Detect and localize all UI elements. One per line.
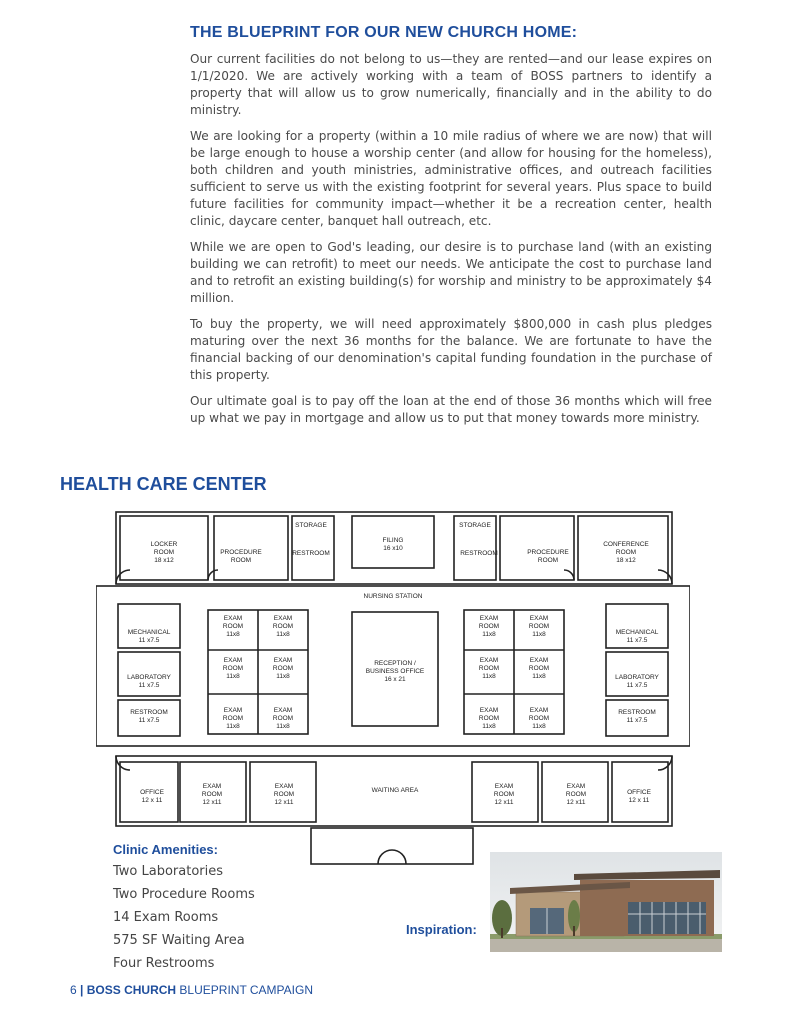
exam-label: 11x8 bbox=[226, 723, 240, 730]
restroom-top-left-label: RESTROOM bbox=[292, 550, 330, 557]
exam-label: ROOM bbox=[528, 665, 550, 672]
exam-label: ROOM bbox=[272, 715, 294, 722]
office-left-label-1: OFFICE bbox=[140, 789, 164, 796]
restroom-left-label-1: RESTROOM bbox=[130, 709, 168, 716]
page-number: 6 bbox=[70, 983, 77, 997]
list-item: Four Restrooms bbox=[113, 956, 215, 971]
paragraph: Our ultimate goal is to pay off the loan at the end of those 36 months which will free up what we pay in mortgage and allow us to put that money towards more ministry. bbox=[190, 394, 712, 425]
exam-label: 12 x11 bbox=[566, 799, 586, 806]
exam-label: 11x8 bbox=[276, 723, 290, 730]
exam-label: ROOM bbox=[528, 623, 550, 630]
exam-label: 11x8 bbox=[226, 631, 240, 638]
entry-wall bbox=[311, 828, 473, 864]
exam-label: 11x8 bbox=[226, 673, 240, 680]
paragraph: We are looking for a property (within a 10 mile radius of where we are now) that will be large enough to house a worship center (and allow for housing for the homeless), both children and youth ministries, administrative offices, and outreach facilities sufficient to serve us with the existing footprint for several years. Plus space to build future facilities for community impact—whether it be a recreation center, health clinic, daycare center, banquet hall outreach, etc. bbox=[190, 129, 712, 228]
filing-label-1: FILING bbox=[382, 537, 404, 544]
storage-left-label: STORAGE bbox=[295, 522, 327, 529]
mechanical-right-label-1: MECHANICAL bbox=[615, 629, 659, 636]
laboratory-left-label-2: 11 x7.5 bbox=[138, 682, 160, 689]
exam-label: ROOM bbox=[201, 791, 223, 798]
section-title: HEALTH CARE CENTER bbox=[60, 474, 267, 494]
laboratory-left-label-1: LABORATORY bbox=[127, 674, 171, 681]
exam-label: ROOM bbox=[272, 665, 294, 672]
footer-campaign: BLUEPRINT CAMPAIGN bbox=[179, 983, 314, 997]
conference-room bbox=[578, 516, 668, 580]
reception-label-3: 16 x 21 bbox=[384, 676, 406, 683]
procedure-room-right bbox=[500, 516, 574, 580]
procedure-left-label-2: ROOM bbox=[230, 557, 252, 564]
exam-label: 11x8 bbox=[276, 673, 290, 680]
exam-label: 11x8 bbox=[482, 673, 496, 680]
exam-label: 11x8 bbox=[532, 631, 546, 638]
nursing-station-label: NURSING STATION bbox=[363, 593, 423, 600]
page-heading: THE BLUEPRINT FOR OUR NEW CHURCH HOME: bbox=[190, 24, 578, 41]
exam-label: EXAM bbox=[479, 615, 499, 622]
footer-separator: | bbox=[80, 983, 84, 997]
exam-label: EXAM bbox=[529, 657, 549, 664]
exam-label: 12 x11 bbox=[202, 799, 222, 806]
reception-label-2: BUSINESS OFFICE bbox=[365, 668, 425, 675]
reception-label-1: RECEPTION / bbox=[374, 660, 416, 667]
procedure-right-label-1: PROCEDURE bbox=[527, 549, 569, 556]
exam-label: EXAM bbox=[529, 707, 549, 714]
exam-label: ROOM bbox=[493, 791, 515, 798]
list-item: Two Laboratories bbox=[113, 864, 224, 879]
exam-label: 11x8 bbox=[532, 723, 546, 730]
office-left-label-2: 12 x 11 bbox=[141, 797, 163, 804]
storage-right-label: STORAGE bbox=[459, 522, 491, 529]
conference-label-2: ROOM bbox=[615, 549, 637, 556]
exam-label: 12 x11 bbox=[494, 799, 514, 806]
exam-label: EXAM bbox=[223, 707, 243, 714]
conference-label-1: CONFERENCE bbox=[603, 541, 649, 548]
exam-label: EXAM bbox=[566, 783, 586, 790]
list-item: 14 Exam Rooms bbox=[113, 910, 219, 925]
exam-label: EXAM bbox=[273, 657, 293, 664]
footer bbox=[70, 983, 313, 997]
office-right-label-1: OFFICE bbox=[627, 789, 651, 796]
list-item: Two Procedure Rooms bbox=[113, 887, 255, 902]
mechanical-right-label-2: 11 x7.5 bbox=[626, 637, 648, 644]
exam-label: EXAM bbox=[479, 707, 499, 714]
exam-label: ROOM bbox=[222, 623, 244, 630]
exam-label: EXAM bbox=[529, 615, 549, 622]
exam-label: EXAM bbox=[494, 783, 514, 790]
exam-label: ROOM bbox=[272, 623, 294, 630]
exam-label: 11x8 bbox=[276, 631, 290, 638]
amenities-list bbox=[113, 862, 255, 977]
locker-room bbox=[120, 516, 208, 580]
procedure-room-left bbox=[214, 516, 288, 580]
exam-label: 12 x11 bbox=[274, 799, 294, 806]
exam-label: 11x8 bbox=[482, 631, 496, 638]
exam-label: ROOM bbox=[478, 623, 500, 630]
footer-org: BOSS CHURCH bbox=[86, 983, 177, 997]
exam-label: ROOM bbox=[273, 791, 295, 798]
restroom-right-label-1: RESTROOM bbox=[618, 709, 656, 716]
list-item: 575 SF Waiting Area bbox=[113, 933, 245, 948]
exam-label: EXAM bbox=[273, 615, 293, 622]
exam-label: EXAM bbox=[274, 783, 294, 790]
floor-plan bbox=[96, 506, 690, 868]
laboratory-right-label-1: LABORATORY bbox=[615, 674, 659, 681]
exam-label: ROOM bbox=[222, 665, 244, 672]
exam-label: EXAM bbox=[202, 783, 222, 790]
exam-label: 11x8 bbox=[532, 673, 546, 680]
locker-label-2: ROOM bbox=[153, 549, 175, 556]
paragraph: To buy the property, we will need approximately $800,000 in cash plus pledges maturing over the next 36 months for the balance. We are fortunate to have the financial backing of our denomination's capital funding foundation in the purchase of this property. bbox=[190, 317, 712, 382]
exam-label: EXAM bbox=[479, 657, 499, 664]
inspiration-photo bbox=[490, 852, 722, 952]
filing-label-2: 16 x10 bbox=[383, 545, 403, 552]
conference-label-3: 18 x12 bbox=[616, 557, 636, 564]
exam-label: ROOM bbox=[478, 665, 500, 672]
office-right-label-2: 12 x 11 bbox=[628, 797, 650, 804]
exam-label: 11x8 bbox=[482, 723, 496, 730]
inspiration-label: Inspiration: bbox=[406, 922, 477, 937]
exam-label: ROOM bbox=[528, 715, 550, 722]
exam-label: ROOM bbox=[565, 791, 587, 798]
exam-label: ROOM bbox=[222, 715, 244, 722]
paragraph: While we are open to God's leading, our desire is to purchase land (with an existing building we can retrofit) to meet our needs. We anticipate the cost to purchase land and to retrofit an existing building(s) for worship and ministry to be approximately $4 million. bbox=[190, 240, 712, 305]
procedure-right-label-2: ROOM bbox=[537, 557, 559, 564]
mechanical-left-label-2: 11 x7.5 bbox=[138, 637, 160, 644]
paragraph: Our current facilities do not belong to us—they are rented—and our lease expires on 1/1/2020. We are actively working with a team of BOSS partners to identify a property that will allow us to grow numerically, financially and in the ability to do ministry. bbox=[190, 52, 712, 117]
waiting-area-label: WAITING AREA bbox=[371, 787, 419, 794]
restroom-top-right-label: RESTROOM bbox=[460, 550, 498, 557]
exam-label: ROOM bbox=[478, 715, 500, 722]
restroom-right-label-2: 11 x7.5 bbox=[626, 717, 648, 724]
locker-label-1: LOCKER bbox=[150, 541, 178, 548]
laboratory-right-label-2: 11 x7.5 bbox=[626, 682, 648, 689]
mechanical-left-label-1: MECHANICAL bbox=[127, 629, 171, 636]
exam-label: EXAM bbox=[223, 615, 243, 622]
amenities-title: Clinic Amenities: bbox=[113, 842, 218, 857]
exam-label: EXAM bbox=[223, 657, 243, 664]
locker-label-3: 18 x12 bbox=[154, 557, 174, 564]
restroom-left-label-2: 11 x7.5 bbox=[138, 717, 160, 724]
body-text bbox=[190, 51, 712, 436]
exam-label: EXAM bbox=[273, 707, 293, 714]
procedure-left-label-1: PROCEDURE bbox=[220, 549, 262, 556]
